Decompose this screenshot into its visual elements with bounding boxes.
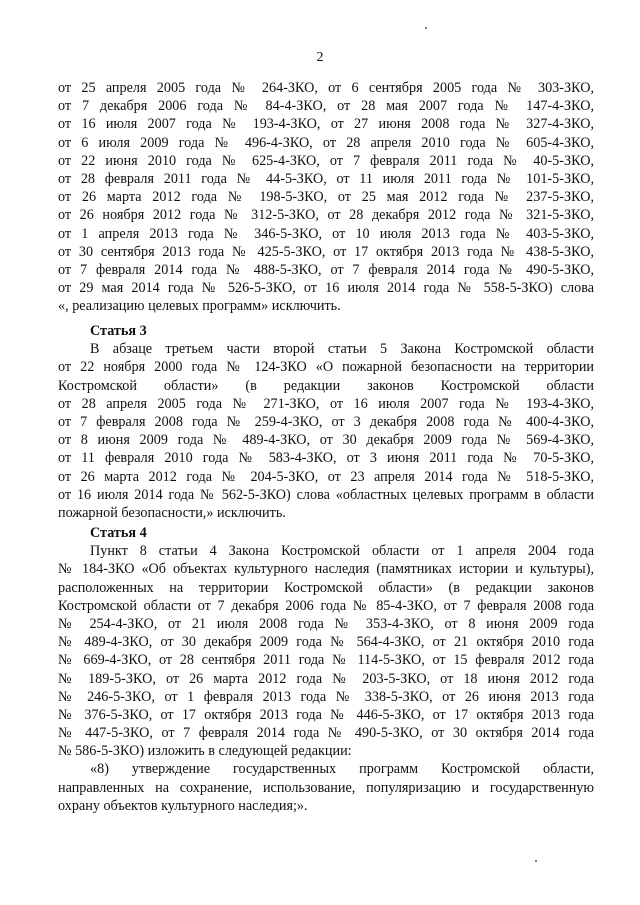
text-line: от 7 февраля 2008 года № 259-4-ЗКО, от 3 декабря 2008 года № 400-4-ЗКО, [58,413,594,430]
scan-speck [535,860,537,862]
text-line: от 28 февраля 2011 года № 44-5-ЗКО, от 11 июля 2011 года № 101-5-ЗКО, [58,170,594,187]
text-line: № 189-5-ЗКО, от 26 марта 2012 года № 203-5-ЗКО, от 18 июня 2012 года [58,670,594,687]
text-line: № 586-5-ЗКО) изложить в следующей редакции: [58,743,352,760]
text-line: от 6 июля 2009 года № 496-4-ЗКО, от 28 апреля 2010 года № 605-4-ЗКО, [58,134,594,151]
article-4 [58,524,594,815]
text-line: № 376-5-ЗКО, от 17 октября 2013 года № 446-5-ЗКО, от 17 октября 2013 года [58,706,594,723]
text-line: пожарной безопасности,» исключить. [58,504,286,521]
text-line: от 11 февраля 2010 года № 583-4-ЗКО, от 3 июня 2011 года № 70-5-ЗКО, [58,450,594,467]
text-line: от 16 июля 2007 года № 193-4-ЗКО, от 27 июня 2008 года № 327-4-ЗКО, [58,116,594,133]
text-line: от 7 декабря 2006 года № 84-4-ЗКО, от 28 мая 2007 года № 147-4-ЗКО, [58,98,594,115]
text-line: от 22 ноября 2000 года № 124-ЗКО «О пожарной безопасности на территории [58,359,594,376]
text-line: от 26 марта 2012 года № 204-5-ЗКО, от 23 апреля 2014 года № 518-5-ЗКО, [58,468,594,485]
text-line: от 30 сентября 2013 года № 425-5-ЗКО, от 17 октября 2013 года № 438-5-ЗКО, [58,243,594,260]
text-line: от 22 июня 2010 года № 625-4-ЗКО, от 7 февраля 2011 года № 40-5-ЗКО, [58,152,594,169]
text-line: от 16 июля 2014 года № 562-5-ЗКО) слова «областных целевых программ в области [58,486,594,503]
text-line: от 29 мая 2014 года № 526-5-ЗКО, от 16 июля 2014 года № 558-5-ЗКО) слова [58,280,594,297]
text-line: расположенных на территории Костромской области» (в редакции законов [58,579,594,596]
text-line: от 25 апреля 2005 года № 264-ЗКО, от 6 сентября 2005 года № 303-ЗКО, [58,80,594,96]
text-line: от 26 ноября 2012 года № 312-5-ЗКО, от 28 декабря 2012 года № 321-5-ЗКО, [58,207,594,224]
text-line: № 669-4-ЗКО, от 28 сентября 2011 года № 114-5-ЗКО, от 15 февраля 2012 года [58,652,594,669]
page-number: 2 [316,50,324,65]
article-4-heading: Статья 4 [90,525,147,541]
text-line: № 254-4-ЗКО, от 21 июля 2008 года № 353-4-ЗКО, от 8 июня 2009 года [58,615,594,632]
text-line: № 184-ЗКО «Об объектах культурного наследия (памятниках истории и культуры), [58,561,594,578]
article2-continuation [58,79,594,315]
quote-line: охрану объектов культурного наследия;». [58,797,308,814]
quote-line: направленных на сохранение, использование, популяризацию и государственную [58,779,594,796]
quote-line: «8) утверждение государственных программ Костромской области, [90,761,594,778]
text-line: от 1 апреля 2013 года № 346-5-ЗКО, от 10 июля 2013 года № 403-5-ЗКО, [58,225,594,242]
text-line: Костромской области от 7 декабря 2006 года № 85-4-ЗКО, от 7 февраля 2008 года [58,597,594,614]
text-line: от 8 июня 2009 года № 489-4-ЗКО, от 30 декабря 2009 года № 569-4-ЗКО, [58,432,594,449]
text-line: Пункт 8 статьи 4 Закона Костромской области от 1 апреля 2004 года [90,543,594,560]
text-line: от 28 апреля 2005 года № 271-ЗКО, от 16 июля 2007 года № 193-4-ЗКО, [58,395,594,412]
text-line: В абзаце третьем части второй статьи 5 Закона Костромской области [90,341,594,358]
text-line: Костромской области» (в редакции законов Костромской области [58,377,594,394]
text-line: «, реализацию целевых программ» исключить. [58,298,341,315]
article-3-heading: Статья 3 [90,323,147,339]
text-line: № 447-5-ЗКО, от 7 февраля 2014 года № 490-5-ЗКО, от 30 октября 2014 года [58,725,594,742]
scan-speck [425,27,427,29]
text-line: № 489-4-ЗКО, от 30 декабря 2009 года № 564-4-ЗКО, от 21 октября 2010 года [58,634,594,651]
text-line: от 7 февраля 2014 года № 488-5-ЗКО, от 7 февраля 2014 года № 490-5-ЗКО, [58,261,594,278]
text-line: № 246-5-ЗКО, от 1 февраля 2013 года № 338-5-ЗКО, от 26 июня 2013 года [58,688,594,705]
text-line: от 26 марта 2012 года № 198-5-ЗКО, от 25 мая 2012 года № 237-5-ЗКО, [58,189,594,206]
article-3 [58,322,594,522]
